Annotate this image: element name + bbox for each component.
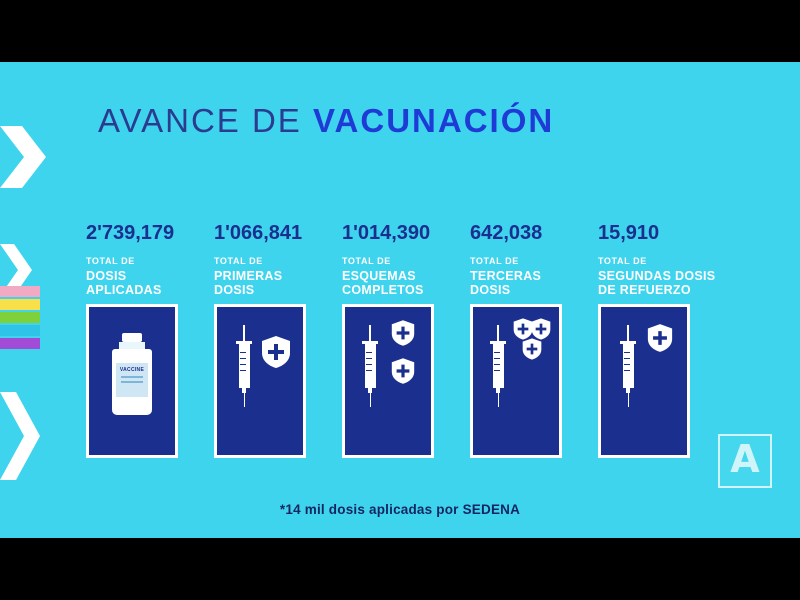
chevron-decoration-top — [0, 126, 46, 188]
stat-card-segundas-dosis-refuerzo — [598, 222, 726, 458]
stat-number: 642,038 — [470, 222, 543, 244]
stat-label-main — [598, 269, 726, 297]
stat-card-primeras-dosis — [214, 222, 342, 458]
stat-illustration-card — [470, 304, 562, 458]
shield-icon — [261, 335, 291, 369]
stat-label-line2: APLICADAS — [86, 283, 162, 297]
vaccine-vial-icon — [112, 333, 152, 415]
shield-icon-bottom — [522, 337, 542, 361]
stat-label-line2: DE REFUERZO — [598, 283, 691, 297]
stat-number: 15,910 — [598, 222, 660, 244]
stat-card-terceras-dosis — [470, 222, 598, 458]
channel-logo — [718, 434, 772, 488]
stat-label-main — [214, 269, 342, 297]
stat-number: 1'014,390 — [342, 222, 431, 244]
stats-row — [86, 222, 726, 458]
stat-label-main — [86, 269, 214, 297]
stat-card-esquemas-completos — [342, 222, 470, 458]
shield-icon — [647, 323, 673, 353]
page-title — [98, 102, 554, 140]
syringe-icon — [235, 325, 253, 407]
chevron-color-stack — [0, 286, 40, 406]
stat-illustration-card — [342, 304, 434, 458]
shield-icon-lower — [391, 357, 415, 385]
presentation-slide — [0, 62, 800, 538]
title-bold-part: VACUNACIÓN — [313, 102, 555, 139]
stat-label-main — [342, 269, 470, 297]
footnote: *14 mil dosis aplicadas por SEDENA — [279, 502, 521, 517]
stat-illustration-card — [214, 304, 306, 458]
stat-label-line1: PRIMERAS — [214, 269, 283, 283]
stat-label-top: TOTAL DE — [214, 256, 263, 266]
stat-illustration-card — [86, 304, 178, 458]
stat-label-line2: COMPLETOS — [342, 283, 424, 297]
stat-label-line1: TERCERAS — [470, 269, 542, 283]
stat-number: 2'739,179 — [86, 222, 175, 244]
stat-number: 1'066,841 — [214, 222, 303, 244]
stat-label-line1: ESQUEMAS — [342, 269, 416, 283]
vial-label-text: VACCINE — [119, 367, 145, 373]
stat-label-line1: SEGUNDAS DOSIS — [598, 269, 716, 283]
syringe-icon — [361, 325, 379, 407]
stat-label-line2: DOSIS — [214, 283, 255, 297]
stat-illustration-card — [598, 304, 690, 458]
stat-label-top: TOTAL DE — [342, 256, 391, 266]
stat-label-top: TOTAL DE — [86, 256, 135, 266]
stat-label-line2: DOSIS — [470, 283, 511, 297]
stat-label-top: TOTAL DE — [470, 256, 519, 266]
stat-card-dosis-aplicadas — [86, 222, 214, 458]
stat-label-line1: DOSIS — [86, 269, 127, 283]
stat-label-top: TOTAL DE — [598, 256, 647, 266]
syringe-icon — [619, 325, 637, 407]
logo-letter: A — [730, 437, 760, 481]
stat-label-main — [470, 269, 598, 297]
syringe-icon — [489, 325, 507, 407]
title-light-part: AVANCE DE — [98, 102, 313, 139]
shield-icon-upper — [391, 319, 415, 347]
